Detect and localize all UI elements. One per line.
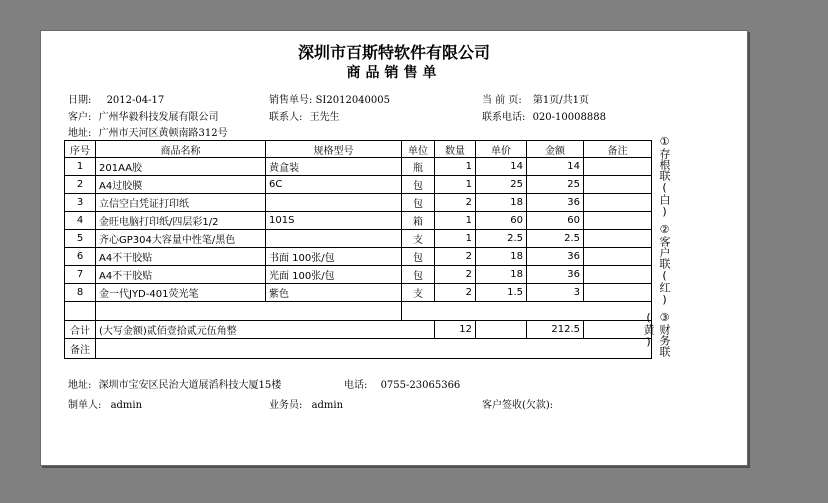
cell-unit: 包 xyxy=(402,266,435,284)
cell-price: 14 xyxy=(476,158,527,176)
address-value: 广州市天河区黄顿南路312号 xyxy=(98,128,228,139)
cell-qty: 1 xyxy=(435,158,476,176)
page-number-value: 第1页/共1页 xyxy=(532,95,590,106)
cell-amount: 60 xyxy=(527,212,584,230)
column-header-spec: 规格型号 xyxy=(266,141,402,158)
table-row xyxy=(65,266,652,284)
cell-qty: 1 xyxy=(435,230,476,248)
cell-spec: 6C xyxy=(266,176,402,194)
cell-no: 8 xyxy=(65,284,96,302)
cell-spec xyxy=(266,230,402,248)
footer-phone-value: 0755-23065366 xyxy=(380,380,461,391)
remark-label: 备注 xyxy=(65,339,96,359)
print-preview-page xyxy=(40,30,748,466)
cell-qty: 1 xyxy=(435,176,476,194)
table-row xyxy=(65,230,652,248)
page-number-label: 当 前 页: xyxy=(482,95,522,106)
footer-address-field xyxy=(68,376,281,391)
cell-name: A4不干胶贴 xyxy=(96,266,266,284)
cell-no: 1 xyxy=(65,158,96,176)
cell-amount: 36 xyxy=(527,194,584,212)
remark-row xyxy=(65,339,652,359)
salesman-label: 业务员: xyxy=(269,400,303,411)
cell-amount: 3 xyxy=(527,284,584,302)
cell-no: 5 xyxy=(65,230,96,248)
cell-price: 18 xyxy=(476,248,527,266)
empty-cell xyxy=(96,302,402,321)
phone-field xyxy=(482,108,606,123)
column-header-name: 商品名称 xyxy=(96,141,266,158)
copy-label-finance: ③财务联(黄) xyxy=(642,311,671,357)
copy-label-stub: ①存根联(白) xyxy=(658,135,671,218)
cell-unit: 包 xyxy=(402,194,435,212)
column-header-unit: 单位 xyxy=(402,141,435,158)
cell-note xyxy=(584,284,652,302)
contact-label: 联系人: xyxy=(269,112,303,123)
empty-cell xyxy=(65,302,96,321)
cell-spec: 101S xyxy=(266,212,402,230)
copy-label-customer: ②客户联(红) xyxy=(658,223,671,306)
order-number-field xyxy=(269,91,390,106)
date-label: 日期: xyxy=(68,95,92,106)
cell-qty: 1 xyxy=(435,212,476,230)
document-title: 商品销售单 xyxy=(346,65,442,81)
contact-value: 王先生 xyxy=(309,112,340,123)
column-header-note: 备注 xyxy=(584,141,652,158)
page-number-field xyxy=(482,91,589,106)
cell-no: 2 xyxy=(65,176,96,194)
customer-field xyxy=(68,108,219,123)
cell-name: 金旺电脑打印纸/四层彩1/2 xyxy=(96,212,266,230)
footer-address-value: 深圳市宝安区民治大道展滔科技大厦15楼 xyxy=(98,380,282,391)
footer-phone-label: 电话: xyxy=(344,380,368,391)
total-row xyxy=(65,321,652,339)
maker-label: 制单人: xyxy=(68,400,102,411)
customer-signature-label: 客户签收(欠款): xyxy=(482,400,554,411)
cell-unit: 箱 xyxy=(402,212,435,230)
table-row xyxy=(65,194,652,212)
cell-unit: 支 xyxy=(402,230,435,248)
empty-cell xyxy=(476,321,527,339)
cell-spec: 紫色 xyxy=(266,284,402,302)
cell-price: 25 xyxy=(476,176,527,194)
footer-address-label: 地址: xyxy=(68,380,92,391)
cell-note xyxy=(584,176,652,194)
cell-unit: 包 xyxy=(402,248,435,266)
column-header-amount: 金额 xyxy=(527,141,584,158)
total-quantity: 12 xyxy=(435,321,476,339)
cell-spec: 黄盒装 xyxy=(266,158,402,176)
order-number-label: 销售单号: xyxy=(269,95,313,106)
cell-price: 18 xyxy=(476,266,527,284)
cell-name: A4不干胶贴 xyxy=(96,248,266,266)
cell-spec: 光面 100张/包 xyxy=(266,266,402,284)
salesman-value: admin xyxy=(311,400,344,411)
contact-field xyxy=(269,108,340,123)
cell-qty: 2 xyxy=(435,284,476,302)
cell-note xyxy=(584,158,652,176)
cell-unit: 支 xyxy=(402,284,435,302)
cell-name: 立信空白凭证打印纸 xyxy=(96,194,266,212)
cell-no: 3 xyxy=(65,194,96,212)
column-header-qty: 数量 xyxy=(435,141,476,158)
cell-amount: 2.5 xyxy=(527,230,584,248)
phone-value: 020-10008888 xyxy=(532,112,606,123)
customer-value: 广州华毅科技发展有限公司 xyxy=(98,112,219,123)
remark-value xyxy=(96,339,652,359)
sales-items-table xyxy=(64,140,652,359)
cell-amount: 14 xyxy=(527,158,584,176)
cell-price: 60 xyxy=(476,212,527,230)
address-label: 地址: xyxy=(68,128,92,139)
maker-value: admin xyxy=(110,400,143,411)
cell-amount: 36 xyxy=(527,266,584,284)
cell-name: 齐心GP304大容量中性笔/黑色 xyxy=(96,230,266,248)
cell-amount: 36 xyxy=(527,248,584,266)
table-row xyxy=(65,248,652,266)
cell-name: A4过胶膜 xyxy=(96,176,266,194)
date-field xyxy=(68,91,164,106)
total-words: (大写金额)贰佰壹拾贰元伍角整 xyxy=(96,321,435,339)
cell-spec xyxy=(266,194,402,212)
cell-note xyxy=(584,248,652,266)
column-header-price: 单价 xyxy=(476,141,527,158)
cell-spec: 书面 100张/包 xyxy=(266,248,402,266)
table-row xyxy=(65,284,652,302)
column-header-no: 序号 xyxy=(65,141,96,158)
cell-no: 4 xyxy=(65,212,96,230)
phone-label: 联系电话: xyxy=(482,112,526,123)
cell-unit: 包 xyxy=(402,176,435,194)
cell-qty: 2 xyxy=(435,266,476,284)
customer-label: 客户: xyxy=(68,112,92,123)
cell-price: 2.5 xyxy=(476,230,527,248)
table-row xyxy=(65,158,652,176)
footer-phone-field xyxy=(344,376,460,391)
company-title: 深圳市百斯特软件有限公司 xyxy=(297,43,490,62)
cell-name: 金一代JYD-401荧光笔 xyxy=(96,284,266,302)
cell-note xyxy=(584,266,652,284)
address-field xyxy=(68,124,228,139)
cell-price: 1.5 xyxy=(476,284,527,302)
cell-no: 7 xyxy=(65,266,96,284)
copy-labels xyxy=(642,135,672,379)
cell-name: 201AA胶 xyxy=(96,158,266,176)
empty-row xyxy=(65,302,652,321)
cell-qty: 2 xyxy=(435,194,476,212)
maker-field xyxy=(68,396,142,411)
date-value: 2012-04-17 xyxy=(106,95,165,106)
customer-signature-field xyxy=(482,396,553,411)
total-amount: 212.5 xyxy=(527,321,584,339)
cell-no: 6 xyxy=(65,248,96,266)
cell-unit: 瓶 xyxy=(402,158,435,176)
order-number-value: SI2012040005 xyxy=(315,95,390,106)
cell-price: 18 xyxy=(476,194,527,212)
salesman-field xyxy=(269,396,343,411)
table-header-row xyxy=(65,141,652,158)
cell-note xyxy=(584,212,652,230)
total-label: 合计 xyxy=(65,321,96,339)
table-row xyxy=(65,176,652,194)
cell-amount: 25 xyxy=(527,176,584,194)
table-row xyxy=(65,212,652,230)
cell-note xyxy=(584,230,652,248)
empty-cell xyxy=(402,302,652,321)
cell-qty: 2 xyxy=(435,248,476,266)
cell-note xyxy=(584,194,652,212)
